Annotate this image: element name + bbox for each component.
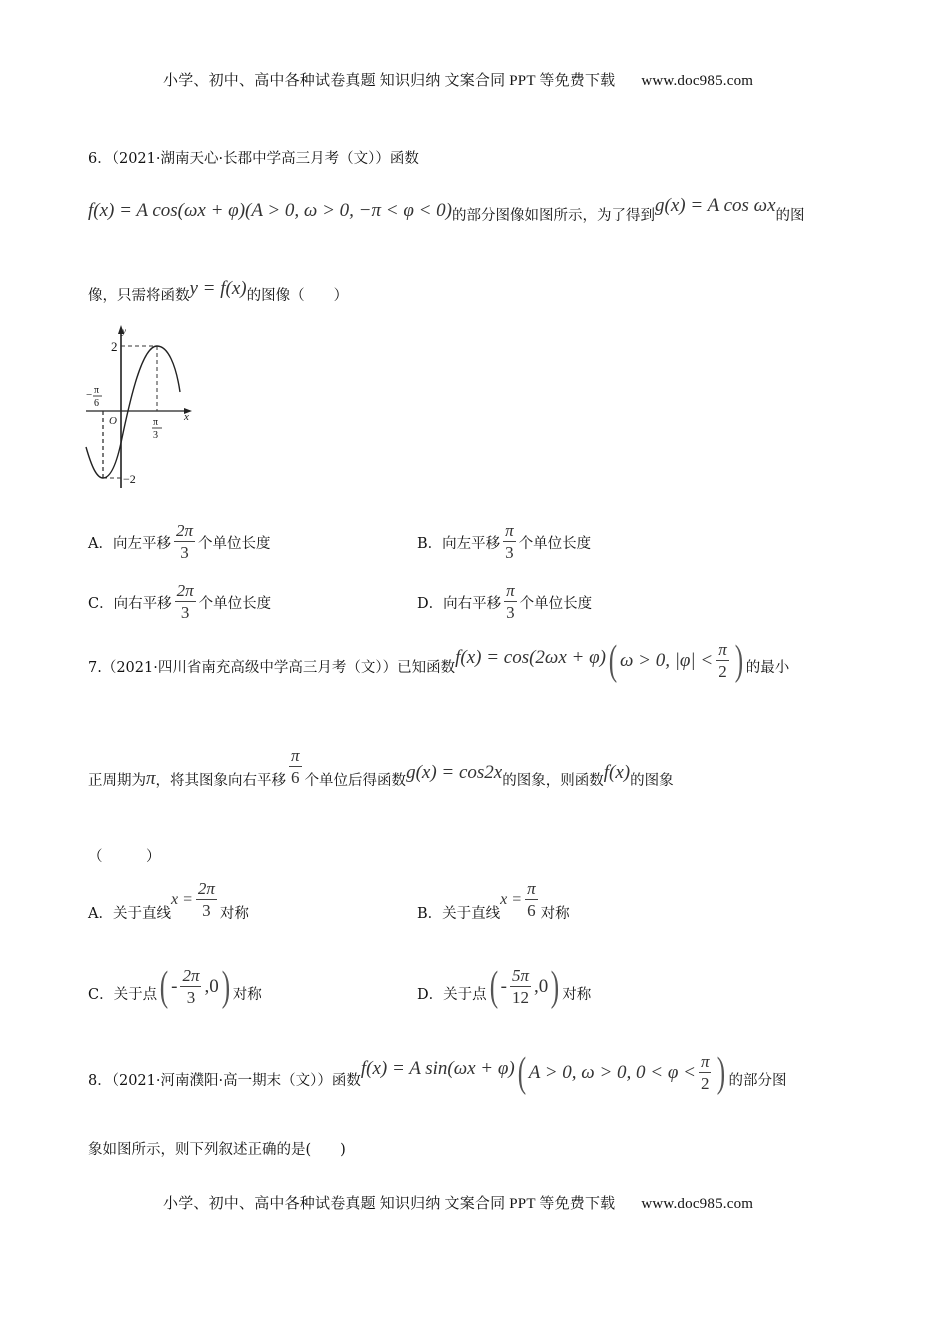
svg-text:−2: −2 [123,472,136,486]
q8-text1: 的部分图 [728,1072,787,1089]
q8-condition: A > 0, ω > 0, 0 < φ < [528,1062,696,1083]
q6-option-d[interactable]: D．向右平移 $\frac{\pi}{3}$ 个单位长度 [417,581,593,622]
q6-option-b[interactable]: B．向左平移 $\frac{\pi}{3}$ 个单位长度 [417,521,592,562]
q6-function-graph [82,320,202,492]
footer-text: 小学、初中、高中各种试卷真题 知识归纳 文案合同 PPT 等免费下载 [163,1196,616,1212]
q7-text1: 的最小 [745,659,790,676]
q6-formula-f: f(x) = A cos(ωx + φ)(A > 0, ω > 0, −π < φ < 0) [88,199,452,221]
svg-text:6: 6 [94,398,99,409]
q8-line2: 象如图所示，则下列叙述正确的是( ) [88,1142,346,1158]
q6-formula-g: g(x) = A cos ωx [655,194,776,216]
q7-condition: ω > 0, |φ| < [619,650,714,671]
q6-text1: 的部分图像如图所示，为了得到 [452,208,655,224]
q8-title: 8．（2021·河南濮阳·高一期末（文））函数 [88,1072,361,1089]
svg-text:π: π [94,385,100,396]
page-header [163,69,753,90]
q7-option-d[interactable]: D．关于点 ( - $\frac{5\pi}{12}$ ,0 ) 对称 [417,964,592,1010]
svg-text:3: 3 [153,430,158,441]
q6-text2: 的图 [775,208,805,224]
svg-text:π: π [153,417,159,428]
q6-line2 [88,272,348,305]
cosine-curve [86,346,180,478]
q7-option-a[interactable]: A．关于直线 x = $\frac{2\pi}{3}$ 对称 [88,878,249,922]
q7-answer-blank: （ ） [88,849,161,865]
q8-formula-f: f(x) = A sin(ωx + φ) [360,1058,515,1079]
page-footer [163,1192,753,1213]
q7-line1: 7.（2021·四川省南充高级中学高三月考（文））已知函数 f(x) = cos(2ωx + φ) ( ω > 0, |φ| < $\frac{\pi}{2}$ ) 的最小 [88,638,790,684]
q7-option-b[interactable]: B．关于直线 x = $\frac{\pi}{6}$ 对称 [417,878,570,922]
q6-line2-post: 的图像（ ） [246,288,349,304]
q6-option-a[interactable]: A．向左平移 $\frac{2\pi}{3}$ 个单位长度 [88,521,271,562]
q7-option-c[interactable]: C．关于点 ( - $\frac{2\pi}{3}$ ,0 ) 对称 [88,964,262,1010]
footer-url[interactable]: www.doc985.com [641,1196,754,1212]
svg-text:O: O [109,415,117,427]
header-url[interactable]: www.doc985.com [641,73,754,89]
q7-line2: 正周期为 π ，将其图象向右平移 $\frac{\pi}{6}$ 个单位后得函数 g(x) = cos2x 的图象，则函数 f(x) 的图象 [88,745,674,789]
q6-line1 [88,196,805,225]
q8-line1: 8．（2021·河南濮阳·高一期末（文））函数 f(x) = A sin(ωx + φ) ( A > 0, ω > 0, 0 < φ < $\frac{\pi}{2}$ ) 的部分图 [88,1050,787,1096]
q6-line2-pre: 像，只需将函数 [88,288,190,304]
q7-formula-f: f(x) = cos(2ωx + φ) [455,647,606,668]
svg-text:y: y [122,326,126,336]
svg-text:x: x [184,411,189,423]
svg-text:−: − [86,389,93,401]
q6-option-c[interactable]: C．向右平移 $\frac{2\pi}{3}$ 个单位长度 [88,581,272,622]
q7-title: 7.（2021·四川省南充高级中学高三月考（文））已知函数 [88,659,456,676]
svg-text:2: 2 [111,339,118,354]
header-text: 小学、初中、高中各种试卷真题 知识归纳 文案合同 PPT 等免费下载 [163,73,616,89]
q6-formula-y: y = f(x) [189,277,247,299]
q6-title: 6．（2021·湖南天心·长郡中学高三月考（文））函数 [88,151,419,167]
